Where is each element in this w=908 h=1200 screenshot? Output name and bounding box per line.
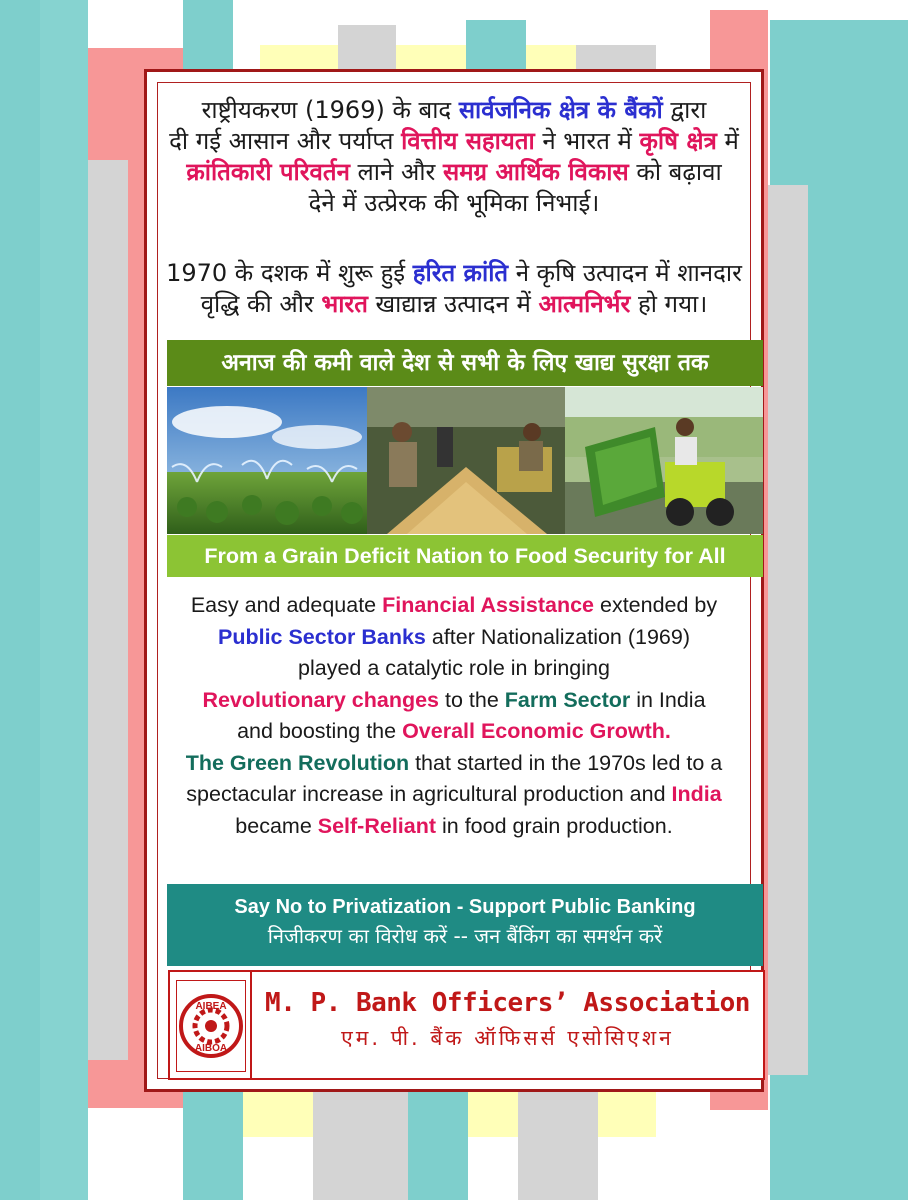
slogan-hindi: निजीकरण का विरोध करें -- जन बैंकिंग का समर्थन करें [267,924,663,948]
tractor-photo [565,387,763,534]
stripe-grey-top-2 [576,45,656,70]
association-name-box [250,972,763,1078]
stripe-teal-top-1 [183,0,233,70]
slogan-banner [167,884,763,966]
stripe-grey-bottom-2 [518,1092,598,1200]
stripe-yellow-top-2 [396,45,466,70]
stripe-grey-left [88,160,128,1060]
english-banner: From a Grain Deficit Nation to Food Security for All [167,535,763,577]
english-line-7: spectacular increase in agricultural production and India [186,782,722,806]
stripe-teal-left-2 [40,0,88,1200]
association-name-hindi: एम. पी. बैंक ऑफिसर्स एसोसिएशन [341,1026,674,1050]
stripe-teal-bottom-1 [183,1092,243,1200]
hindi-banner: अनाज की कमी वाले देश से सभी के लिए खाद्य सुरक्षा तक [167,340,763,386]
irrigation-photo [167,387,367,534]
hindi-line-4: देने में उत्प्रेरक की भूमिका निभाई। [308,189,600,217]
english-line-2: Public Sector Banks after Nationalization (1969) [217,624,691,649]
stripe-yellow-bottom-3 [598,1092,656,1137]
slogan-english: Say No to Privatization - Support Public Banking [234,896,696,918]
stripe-grey-top [338,25,396,70]
english-line-8: became Self-Reliant in food grain production. [235,813,673,838]
hindi-paragraph-1 [150,95,758,219]
logo-text-top: AIBEA [195,1001,227,1012]
stripe-yellow-bottom-2 [468,1092,518,1137]
stripe-yellow-top [260,45,338,70]
hindi-line-5: 1970 के दशक में शुरू हुई हरित क्रांति ने कृषि उत्पादन में शानदार [166,259,742,287]
hindi-paragraph-2 [150,258,758,320]
harvest-photo [367,387,565,534]
stripe-teal-bottom-2 [408,1092,468,1200]
stripe-teal-top-2 [466,20,526,70]
english-paragraph [150,590,758,842]
english-line-4: Revolutionary changes to the Farm Sector in India [202,687,706,712]
english-line-5: and boosting the Overall Economic Growth. [237,719,671,743]
hindi-line-3: क्रांतिकारी परिवर्तन लाने और समग्र आर्थिक विकास को बढ़ावा [186,158,722,186]
hindi-line-6: वृद्धि की और भारत खाद्यान्न उत्पादन में आत्मनिर्भर हो गया। [200,290,708,318]
english-line-1: Easy and adequate Financial Assistance extended by [190,593,718,617]
photo-strip [167,387,763,534]
hindi-line-2: दी गई आसान और पर्याप्त वित्तीय सहायता ने भारत में कृषि क्षेत्र में [169,127,739,155]
association-footer [168,970,765,1080]
english-line-3: played a catalytic role in bringing [298,656,610,680]
stripe-yellow-top-3 [526,45,576,70]
stripe-grey-bottom [313,1092,408,1200]
stripe-grey-right [768,185,808,1075]
hindi-line-1: राष्ट्रीयकरण (1969) के बाद सार्वजनिक क्षेत्र के बैंकों द्वारा [201,96,707,124]
english-line-6: The Green Revolution that started in the 1970s led to a [185,750,723,775]
aibea-aiboa-logo [176,980,246,1072]
association-name-english: M. P. Bank Officers’ Association [265,988,750,1018]
stripe-yellow-bottom [243,1092,313,1137]
logo-text-bottom: AIBOA [194,1043,228,1054]
